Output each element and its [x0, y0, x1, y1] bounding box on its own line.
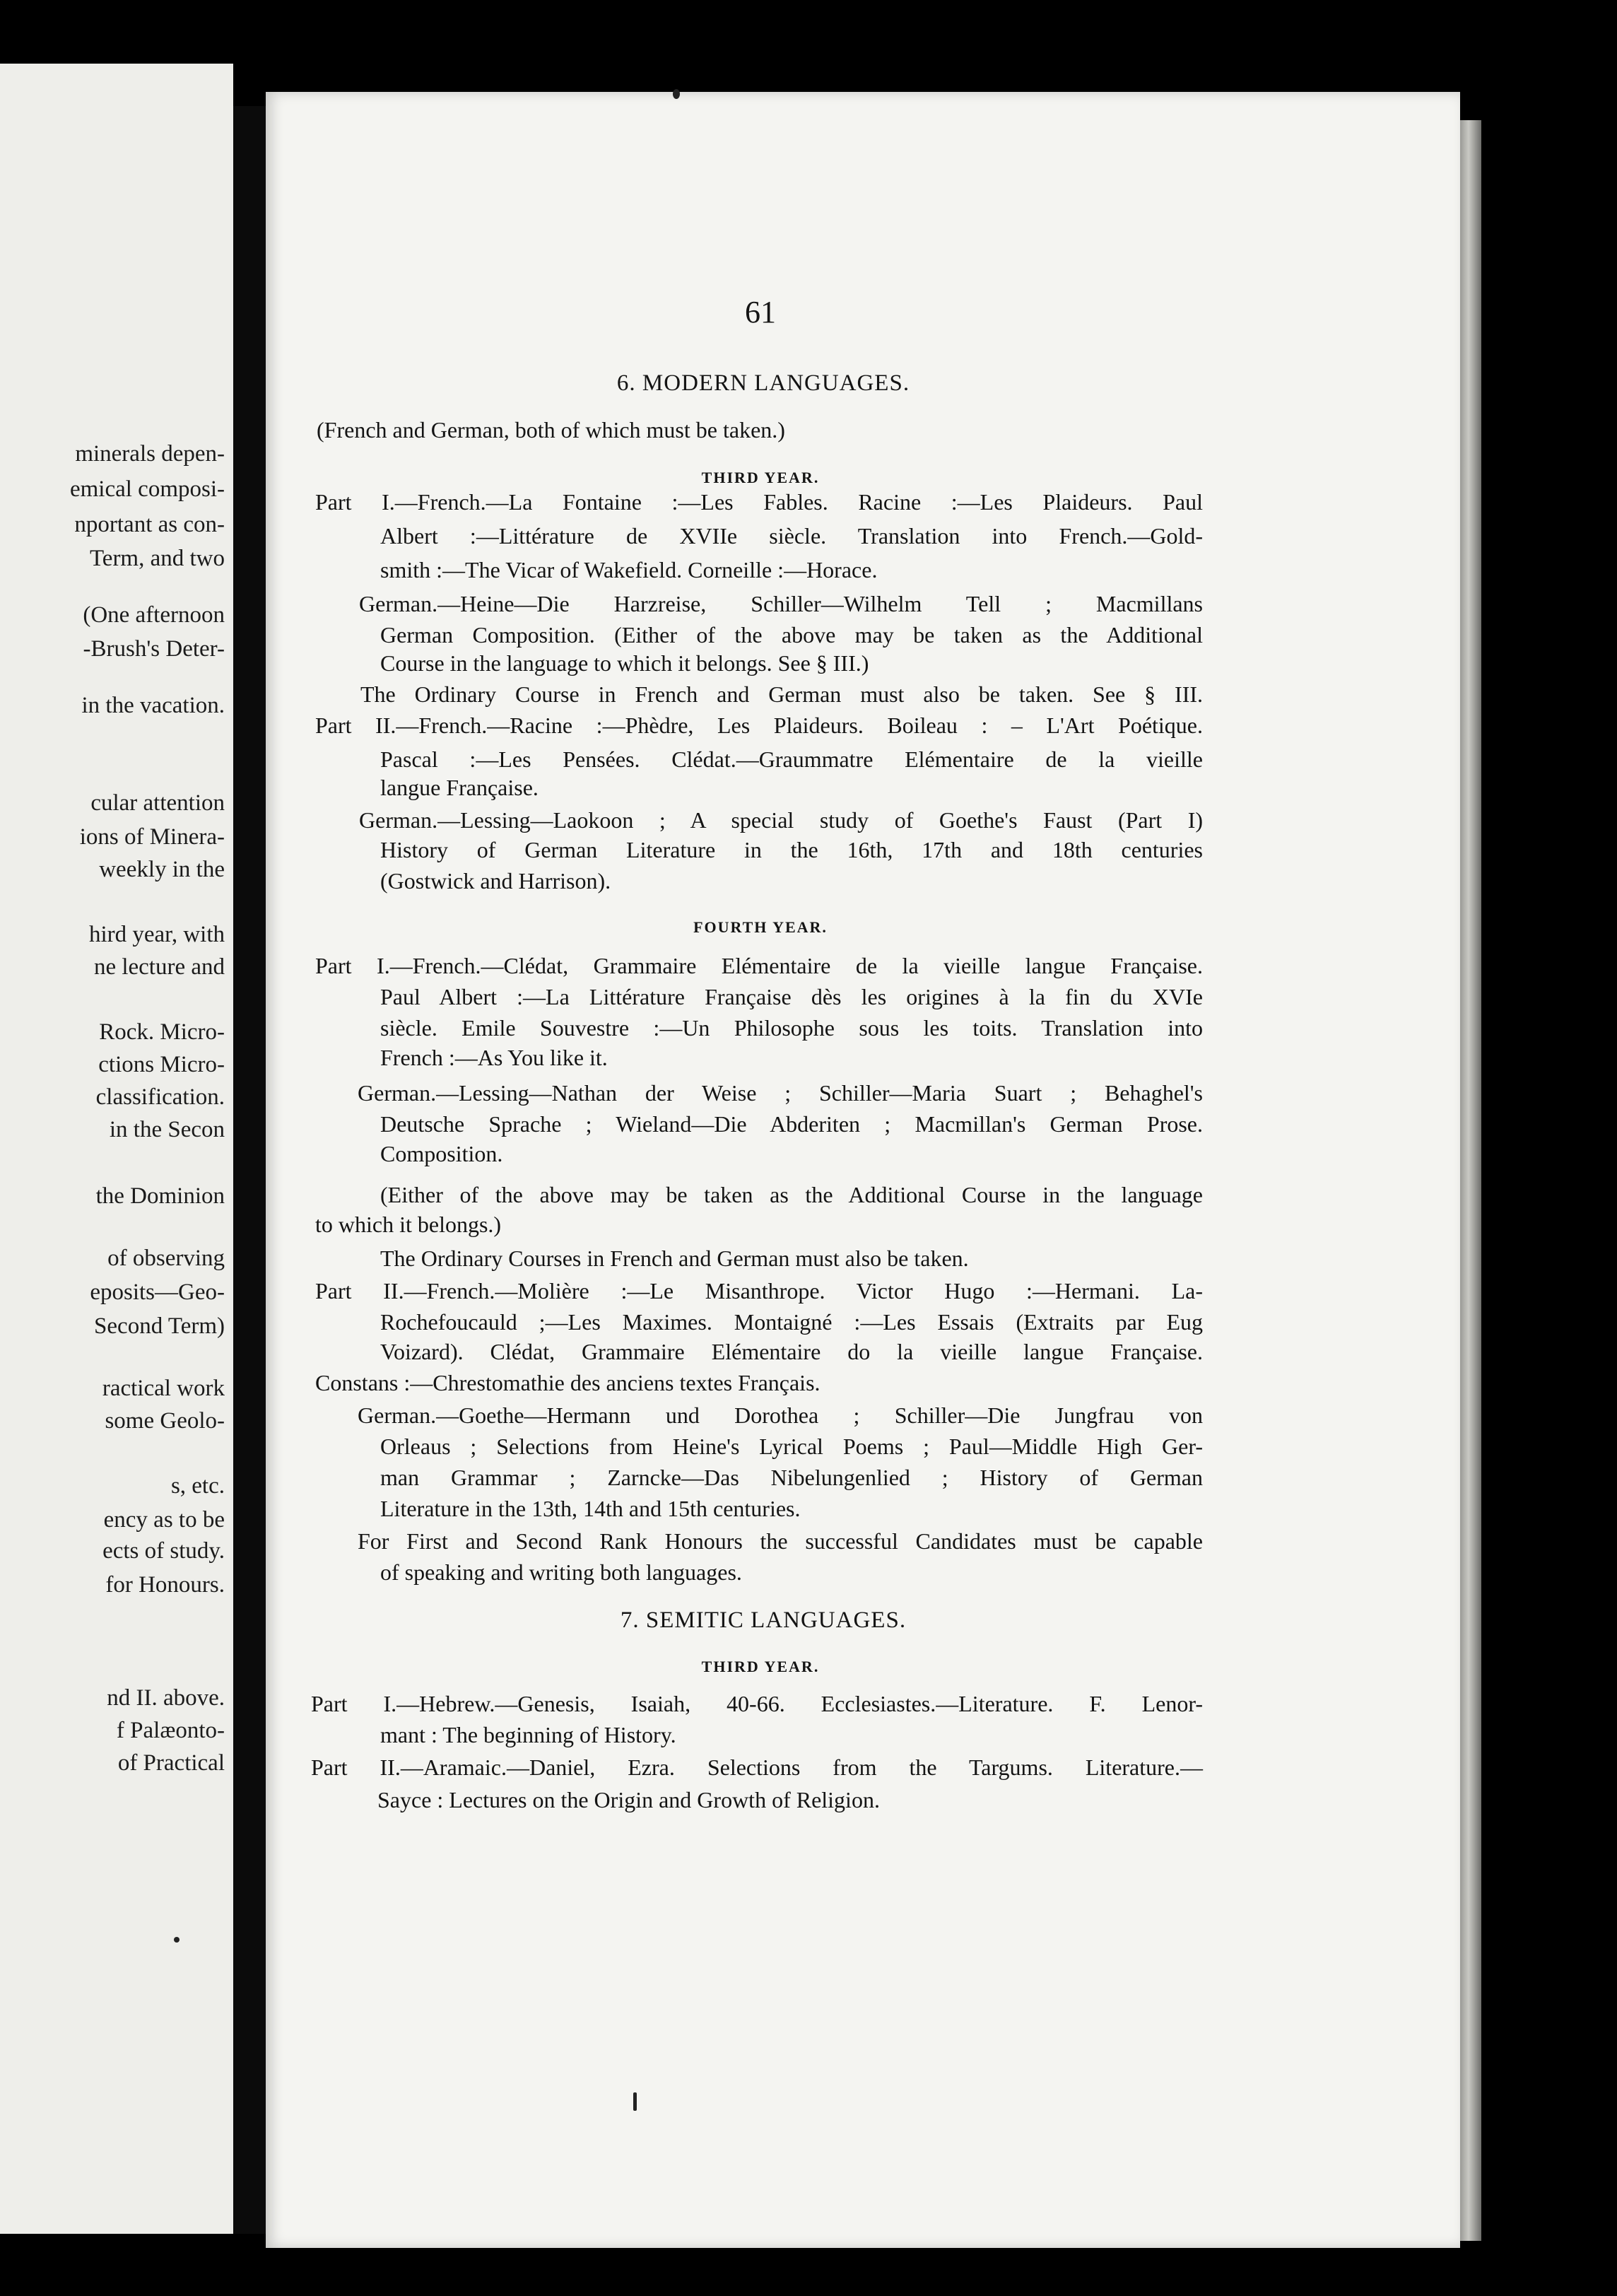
left-page-line: the Dominion [95, 1183, 225, 1209]
section-6-note: (French and German, both of which must be taken.) [317, 417, 785, 443]
left-page-line: classification. [95, 1084, 225, 1110]
text-line: German Composition. (Either of the above may be taken as the Additional [380, 622, 1203, 648]
left-page-line: nd II. above. [107, 1685, 225, 1711]
text-line: smith :—The Vicar of Wakefield. Corneille :—Horace. [380, 557, 878, 582]
fourth-year-heading: FOURTH YEAR. [693, 918, 828, 936]
left-page-line: s, etc. [170, 1473, 225, 1499]
page-number: 61 [745, 295, 776, 329]
text-line: Albert :—Littérature de XVIIe siècle. Translation into French.—Gold- [380, 523, 1203, 549]
text-line: Orleaus ; Selections from Heine's Lyrical Poems ; Paul—Middle High Ger- [380, 1434, 1203, 1459]
left-page-line: nportant as con- [74, 512, 225, 537]
left-page-line: of observing [107, 1246, 225, 1271]
text-line: German.—Goethe—Hermann und Dorothea ; Schiller—Die Jungfrau von [358, 1402, 1203, 1428]
left-page-line: minerals depen- [75, 441, 225, 467]
scan-speck [174, 1937, 180, 1943]
left-page-line: Rock. Micro- [99, 1019, 225, 1045]
text-line: Constans :—Chrestomathie des anciens textes Français. [315, 1370, 821, 1395]
text-line: The Ordinary Courses in French and German must also be taken. [380, 1246, 969, 1271]
text-line: For First and Second Rank Honours the successful Candidates must be capable [358, 1528, 1203, 1554]
left-page-line: ency as to be [103, 1507, 225, 1533]
text-line: Deutsche Sprache ; Wieland—Die Abderiten ; Macmillan's German Prose. [380, 1111, 1203, 1137]
scan-speck [673, 89, 680, 99]
text-line: Part II.—French.—Molière :—Le Misanthrope. Victor Hugo :—Hermani. La- [315, 1278, 1203, 1304]
text-line: langue Française. [380, 775, 539, 800]
text-line: to which it belongs.) [315, 1212, 502, 1237]
text-line: French :—As You like it. [380, 1045, 608, 1070]
left-page-line: for Honours. [105, 1572, 225, 1598]
third-year-heading: THIRD YEAR. [701, 469, 820, 486]
text-line: Rochefoucauld ;—Les Maximes. Montaigné :—Les Essais (Extraits par Eug [380, 1309, 1203, 1335]
left-page-fragment [0, 64, 233, 2234]
left-page-line: ions of Minera- [79, 824, 225, 850]
text-line: German.—Lessing—Laokoon ; A special study of Goethe's Faust (Part I) [359, 807, 1203, 833]
left-page-line: hird year, with [88, 922, 225, 947]
text-line: History of German Literature in the 16th, 17th and 18th centuries [380, 837, 1203, 862]
text-line: siècle. Emile Souvestre :—Un Philosophe sous les toits. Translation into [380, 1015, 1203, 1041]
book-gutter [233, 106, 266, 2234]
text-line: German.—Heine—Die Harzreise, Schiller—Wilhelm Tell ; Macmillans [359, 591, 1203, 616]
text-line: Paul Albert :—La Littérature Française dès les origines à la fin du XVIe [380, 984, 1203, 1009]
text-line: Composition. [380, 1141, 503, 1166]
left-page-line: cular attention [90, 790, 225, 816]
left-page-line: ne lecture and [93, 954, 225, 980]
text-line: Part I.—French.—Clédat, Grammaire Elémentaire de la vieille langue Française. [315, 953, 1203, 978]
left-page-line: ctions Micro- [98, 1052, 225, 1077]
text-line: Literature in the 13th, 14th and 15th centuries. [380, 1496, 801, 1521]
left-page-line: Term, and two [89, 546, 225, 571]
left-page-line: -Brush's Deter- [83, 636, 225, 662]
left-page-line: in the Secon [109, 1117, 225, 1142]
left-page-line: some Geolo- [105, 1408, 225, 1434]
left-page-line: ractical work [102, 1376, 225, 1401]
section-7-title: 7. SEMITIC LANGUAGES. [620, 1607, 907, 1633]
text-line: Voizard). Clédat, Grammaire Elémentaire do la vieille langue Française. [380, 1339, 1203, 1364]
text-line: Course in the language to which it belongs. See § III.) [380, 650, 869, 676]
scan-speck [633, 2092, 637, 2111]
left-page-line: emical composi- [69, 476, 225, 502]
text-line: Part I.—Hebrew.—Genesis, Isaiah, 40-66. Ecclesiastes.—Literature. F. Lenor- [311, 1691, 1203, 1716]
text-line: (Either of the above may be taken as the Additional Course in the language [380, 1182, 1203, 1207]
text-line: Part II.—Aramaic.—Daniel, Ezra. Selections from the Targums. Literature.— [311, 1755, 1203, 1780]
left-page-line: in the vacation. [81, 693, 225, 718]
text-line: mant : The beginning of History. [380, 1722, 676, 1747]
text-line: Sayce : Lectures on the Origin and Growth of Religion. [377, 1787, 880, 1812]
text-line: man Grammar ; Zarncke—Das Nibelungenlied ; History of German [380, 1465, 1203, 1490]
left-page-line: weekly in the [99, 857, 225, 882]
text-line: German.—Lessing—Nathan der Weise ; Schiller—Maria Suart ; Behaghel's [358, 1080, 1203, 1106]
left-page-line: ects of study. [102, 1538, 225, 1564]
left-page-line: f Palæonto- [116, 1718, 225, 1743]
text-line: (Gostwick and Harrison). [380, 868, 611, 894]
section-7-third-year-heading: THIRD YEAR. [701, 1658, 820, 1675]
left-page-line: of Practical [117, 1750, 225, 1776]
left-page-line: (One afternoon [83, 602, 225, 628]
page-edge [1460, 120, 1481, 2241]
text-line: Pascal :—Les Pensées. Clédat.—Graummatre Elémentaire de la vieille [380, 746, 1203, 772]
text-line: The Ordinary Course in French and German must also be taken. See § III. [360, 681, 1203, 707]
left-page-line: eposits—Geo- [90, 1279, 225, 1305]
section-6-title: 6. MODERN LANGUAGES. [616, 370, 910, 396]
text-line: Part I.—French.—La Fontaine :—Les Fables. Racine :—Les Plaideurs. Paul [315, 489, 1203, 515]
left-page-line: Second Term) [94, 1313, 225, 1339]
text-line: Part II.—French.—Racine :—Phèdre, Les Plaideurs. Boileau : – L'Art Poétique. [315, 713, 1203, 738]
text-line: of speaking and writing both languages. [380, 1559, 742, 1585]
